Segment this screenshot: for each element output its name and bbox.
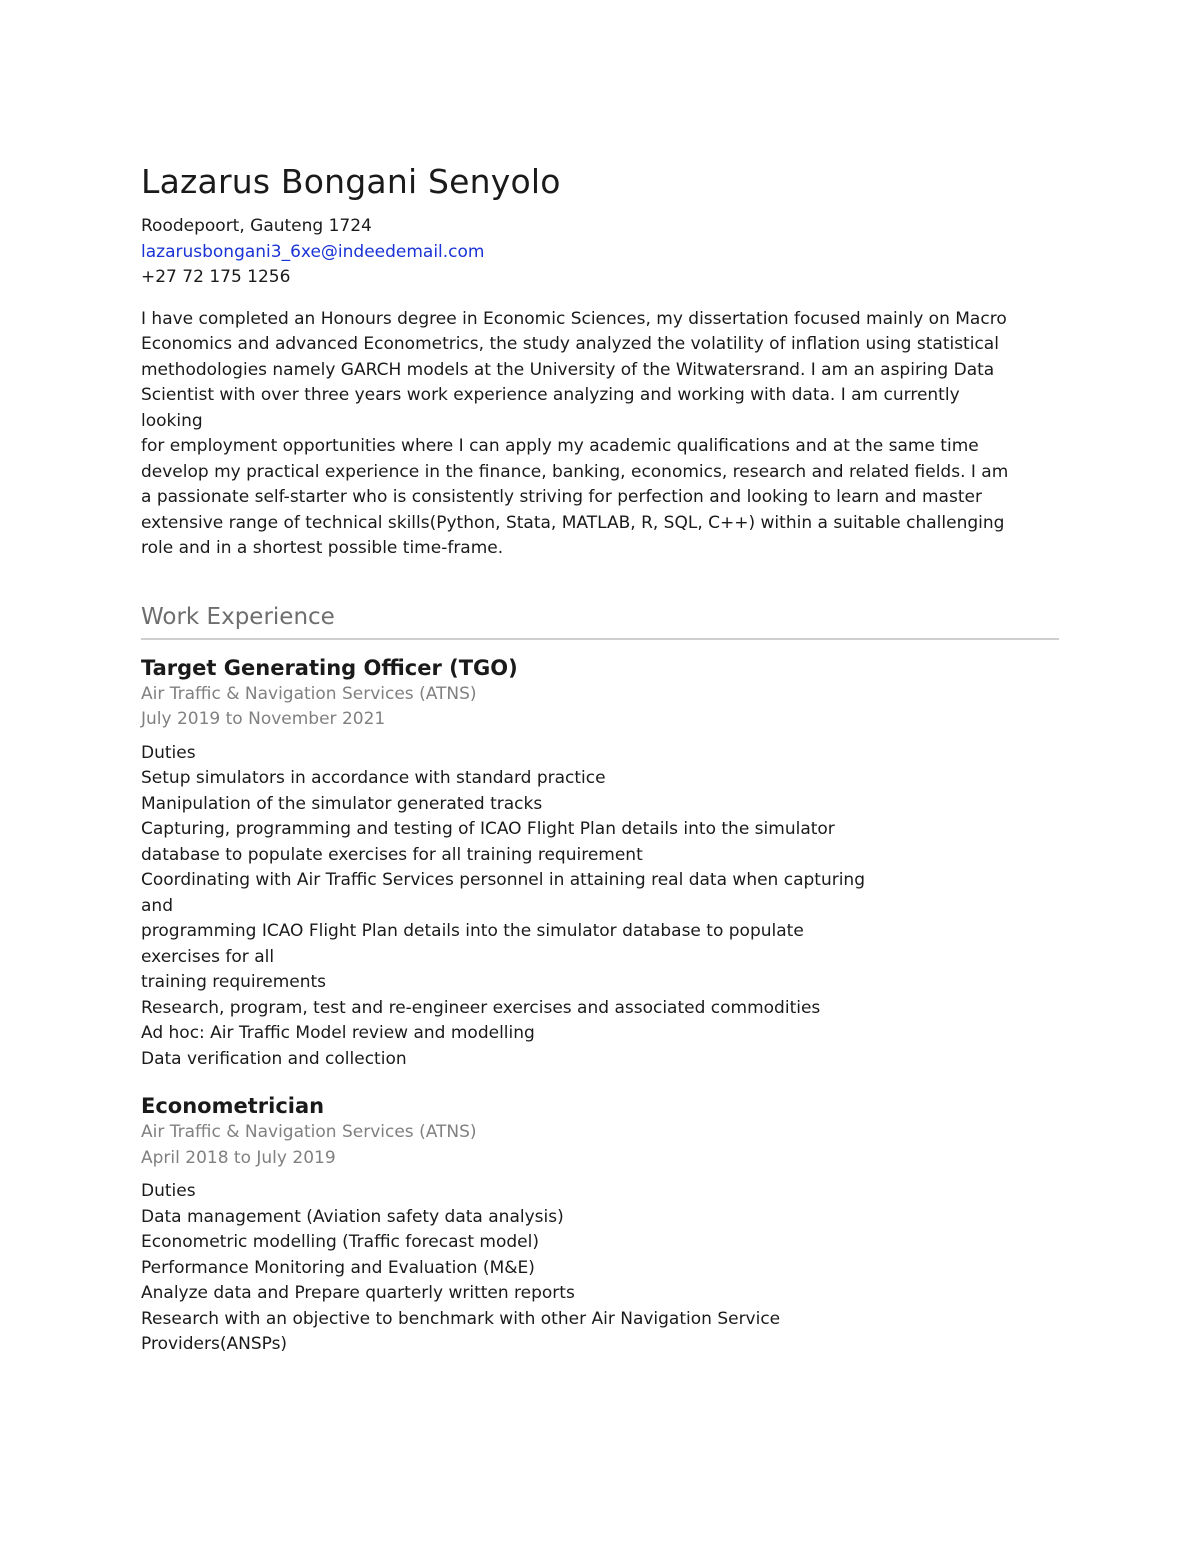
duty-line: Capturing, programming and testing of ICAO Flight Plan details into the simulator [141, 819, 835, 839]
summary-line: develop my practical experience in the finance, banking, economics, research and related fields. I am [141, 461, 1009, 482]
job-company: Air Traffic & Navigation Services (ATNS) [141, 1122, 477, 1142]
duty-line: Manipulation of the simulator generated tracks [141, 793, 543, 814]
duty-line: Econometric modelling (Traffic forecast model) [141, 1232, 539, 1252]
email-link[interactable]: lazarusbongani3_6xe@indeedemail.com [141, 241, 485, 262]
duty-line: training requirements [141, 972, 327, 992]
summary-line: looking [141, 410, 203, 431]
duty-line: Performance Monitoring and Evaluation (M&E) [141, 1257, 535, 1278]
resume-page [141, 160, 1059, 1358]
summary-line: Scientist with over three years work experience analyzing and working with data. I am currently [141, 385, 960, 405]
summary-line: I have completed an Honours degree in Economic Sciences, my dissertation focused mainly on Macro [141, 308, 1007, 329]
duty-line: Data management (Aviation safety data analysis) [141, 1206, 564, 1227]
job-dates: July 2019 to November 2021 [141, 709, 386, 729]
duty-line: Data verification and collection [141, 1048, 407, 1069]
duty-line: Research with an objective to benchmark with other Air Navigation Service [141, 1308, 781, 1329]
summary-line: role and in a shortest possible time-frame. [141, 538, 504, 558]
duty-line: Duties [141, 742, 196, 763]
duty-line: Setup simulators in accordance with standard practice [141, 768, 606, 788]
job-company: Air Traffic & Navigation Services (ATNS) [141, 683, 477, 704]
professional-summary [141, 307, 1059, 562]
job-title: Econometrician [141, 1094, 325, 1118]
candidate-name: Lazarus Bongani Senyolo [141, 162, 561, 201]
work-experience-heading: Work Experience [141, 602, 1059, 640]
summary-line: Economics and advanced Econometrics, the study analyzed the volatility of inflation using statistical [141, 334, 999, 354]
contact-info [141, 214, 1059, 291]
job-duties [141, 1179, 1059, 1358]
summary-line: for employment opportunities where I can apply my academic qualifications and at the same time [141, 436, 979, 456]
job-duties [141, 741, 1059, 1073]
duty-line: Coordinating with Air Traffic Services personnel in attaining real data when capturing [141, 870, 866, 890]
duty-line: programming ICAO Flight Plan details into the simulator database to populate [141, 921, 804, 941]
job-title: Target Generating Officer (TGO) [141, 655, 518, 680]
summary-line: extensive range of technical skills(Python, Stata, MATLAB, R, SQL, C++) within a suitable challenging [141, 512, 1005, 533]
location: Roodepoort, Gauteng 1724 [141, 216, 372, 236]
job-entry [141, 1092, 1059, 1358]
job-dates: April 2018 to July 2019 [141, 1147, 336, 1168]
duty-line: database to populate exercises for all training requirement [141, 844, 643, 865]
duty-line: Duties [141, 1181, 196, 1201]
summary-line: a passionate self-starter who is consistently striving for perfection and looking to learn and master [141, 487, 982, 507]
duty-line: Ad hoc: Air Traffic Model review and modelling [141, 1023, 535, 1043]
duty-line: exercises for all [141, 946, 275, 967]
phone-number: +27 72 175 1256 [141, 267, 291, 287]
duty-line: and [141, 895, 173, 916]
duty-line: Analyze data and Prepare quarterly written reports [141, 1283, 575, 1303]
summary-line: methodologies namely GARCH models at the University of the Witwatersrand. I am an aspiring Data [141, 359, 995, 380]
duty-line: Providers(ANSPs) [141, 1334, 288, 1354]
job-entry [141, 654, 1059, 1073]
duty-line: Research, program, test and re-engineer exercises and associated commodities [141, 997, 821, 1018]
